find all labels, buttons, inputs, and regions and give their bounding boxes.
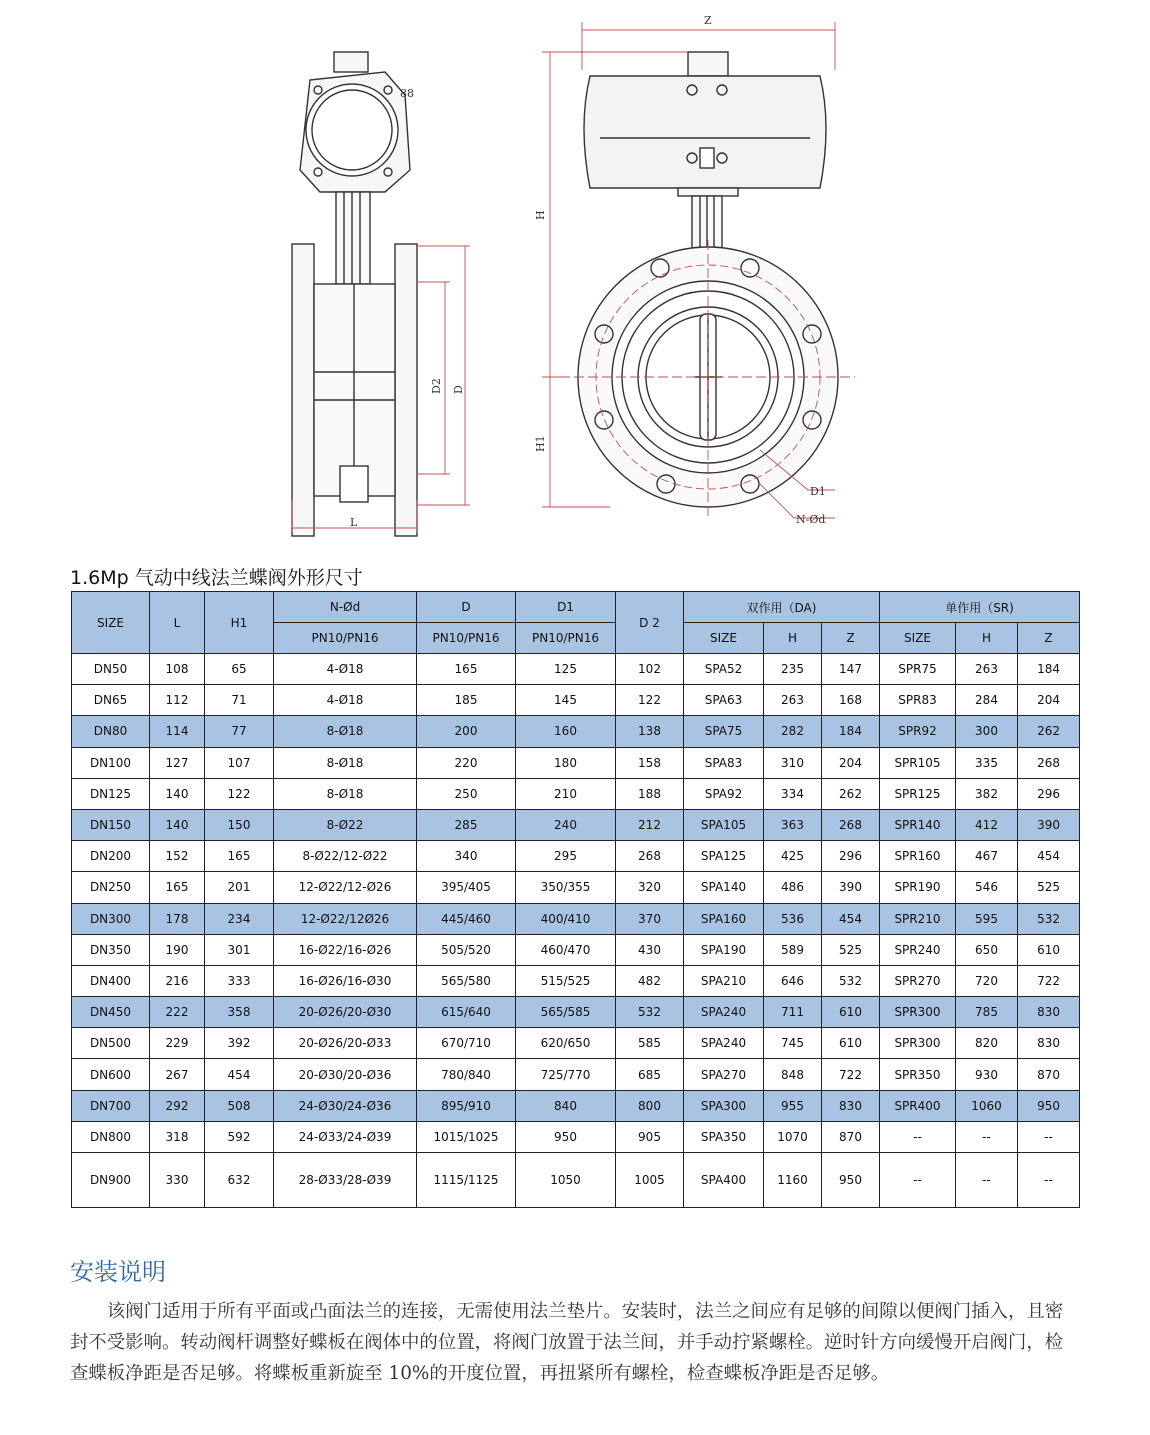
table-cell: SPA105 xyxy=(684,809,764,840)
table-cell: 505/520 xyxy=(417,934,516,965)
header-size: SIZE xyxy=(72,592,150,654)
table-cell: 745 xyxy=(764,1028,822,1059)
table-cell: 358 xyxy=(205,997,274,1028)
table-cell: 780/840 xyxy=(417,1059,516,1090)
table-cell: 870 xyxy=(1018,1059,1080,1090)
table-cell: 592 xyxy=(205,1121,274,1152)
header-d: D xyxy=(417,592,516,623)
table-row xyxy=(72,747,1080,778)
table-cell: 180 xyxy=(516,747,616,778)
table-cell: DN80 xyxy=(72,716,150,747)
table-cell: SPR300 xyxy=(880,997,956,1028)
table-cell: SPA160 xyxy=(684,903,764,934)
table-cell: 268 xyxy=(616,841,684,872)
table-cell: 147 xyxy=(822,654,880,685)
side-view-drawing xyxy=(292,52,417,536)
table-cell: DN900 xyxy=(72,1153,150,1208)
table-title: 1.6Mp 气动中线法兰蝶阀外形尺寸 xyxy=(70,567,363,589)
table-cell: 1160 xyxy=(764,1153,822,1208)
table-cell: 670/710 xyxy=(417,1028,516,1059)
table-cell: 930 xyxy=(956,1059,1018,1090)
table-row xyxy=(72,778,1080,809)
table-cell: DN100 xyxy=(72,747,150,778)
table-cell: 515/525 xyxy=(516,965,616,996)
table-cell: 301 xyxy=(205,934,274,965)
table-cell: 292 xyxy=(150,1090,205,1121)
table-cell: 1115/1125 xyxy=(417,1153,516,1208)
table-cell: SPA75 xyxy=(684,716,764,747)
table-row xyxy=(72,716,1080,747)
table-cell: 508 xyxy=(205,1090,274,1121)
table-cell: SPR75 xyxy=(880,654,956,685)
table-row xyxy=(72,1090,1080,1121)
table-cell: 16-Ø26/16-Ø30 xyxy=(274,965,417,996)
table-cell: 165 xyxy=(150,872,205,903)
table-cell: SPA63 xyxy=(684,685,764,716)
table-cell: SPA210 xyxy=(684,965,764,996)
table-cell: 122 xyxy=(205,778,274,809)
table-cell: 210 xyxy=(516,778,616,809)
table-cell: 295 xyxy=(516,841,616,872)
table-cell: 330 xyxy=(150,1153,205,1208)
dimension-label-d: D xyxy=(452,385,465,394)
table-cell: DN400 xyxy=(72,965,150,996)
valve-drawings xyxy=(0,0,1150,560)
table-cell: 262 xyxy=(822,778,880,809)
table-cell: 445/460 xyxy=(417,903,516,934)
table-cell: 28-Ø33/28-Ø39 xyxy=(274,1153,417,1208)
table-cell: 71 xyxy=(205,685,274,716)
dimension-label-h1: H1 xyxy=(534,435,547,452)
table-cell: 536 xyxy=(764,903,822,934)
table-cell: SPR270 xyxy=(880,965,956,996)
table-cell: 125 xyxy=(516,654,616,685)
table-cell: SPA83 xyxy=(684,747,764,778)
table-cell: 127 xyxy=(150,747,205,778)
table-cell: 263 xyxy=(956,654,1018,685)
header-da-h: H xyxy=(764,623,822,654)
table-cell: DN700 xyxy=(72,1090,150,1121)
table-cell: -- xyxy=(880,1121,956,1152)
table-row xyxy=(72,1153,1080,1208)
table-cell: 589 xyxy=(764,934,822,965)
table-cell: 158 xyxy=(616,747,684,778)
table-cell: 204 xyxy=(1018,685,1080,716)
table-row xyxy=(72,654,1080,685)
table-cell: 250 xyxy=(417,778,516,809)
table-cell: 800 xyxy=(616,1090,684,1121)
table-cell: DN800 xyxy=(72,1121,150,1152)
table-cell: 390 xyxy=(822,872,880,903)
table-cell: 610 xyxy=(1018,934,1080,965)
table-cell: 122 xyxy=(616,685,684,716)
table-cell: 646 xyxy=(764,965,822,996)
table-cell: SPA270 xyxy=(684,1059,764,1090)
table-cell: DN150 xyxy=(72,809,150,840)
table-cell: 20-Ø26/20-Ø33 xyxy=(274,1028,417,1059)
table-cell: 400/410 xyxy=(516,903,616,934)
table-cell: 950 xyxy=(516,1121,616,1152)
table-row xyxy=(72,809,1080,840)
table-cell: 525 xyxy=(1018,872,1080,903)
table-cell: -- xyxy=(1018,1153,1080,1208)
table-cell: 16-Ø22/16-Ø26 xyxy=(274,934,417,965)
table-cell: 620/650 xyxy=(516,1028,616,1059)
table-cell: 711 xyxy=(764,997,822,1028)
table-cell: 340 xyxy=(417,841,516,872)
table-cell: 905 xyxy=(616,1121,684,1152)
table-cell: 77 xyxy=(205,716,274,747)
table-cell: 285 xyxy=(417,809,516,840)
table-cell: 8-Ø22 xyxy=(274,809,417,840)
table-cell: SPR300 xyxy=(880,1028,956,1059)
header-d2: D 2 xyxy=(616,592,684,654)
header-da-z: Z xyxy=(822,623,880,654)
table-cell: 870 xyxy=(822,1121,880,1152)
header-nd-sub: PN10/PN16 xyxy=(274,623,417,654)
table-cell: DN500 xyxy=(72,1028,150,1059)
table-cell: SPR105 xyxy=(880,747,956,778)
table-cell: 188 xyxy=(616,778,684,809)
table-cell: SPA400 xyxy=(684,1153,764,1208)
table-cell: 140 xyxy=(150,809,205,840)
table-row xyxy=(72,841,1080,872)
table-cell: 820 xyxy=(956,1028,1018,1059)
table-cell: 565/585 xyxy=(516,997,616,1028)
dimension-label-d1: D1 xyxy=(810,485,826,498)
table-cell: 382 xyxy=(956,778,1018,809)
table-cell: 201 xyxy=(205,872,274,903)
table-cell: 610 xyxy=(822,997,880,1028)
table-cell: 720 xyxy=(956,965,1018,996)
table-cell: 363 xyxy=(764,809,822,840)
header-h1: H1 xyxy=(205,592,274,654)
table-cell: 615/640 xyxy=(417,997,516,1028)
table-cell: 222 xyxy=(150,997,205,1028)
table-cell: 4-Ø18 xyxy=(274,654,417,685)
table-cell: 320 xyxy=(616,872,684,903)
table-cell: 840 xyxy=(516,1090,616,1121)
table-cell: 300 xyxy=(956,716,1018,747)
table-cell: 482 xyxy=(616,965,684,996)
table-cell: 467 xyxy=(956,841,1018,872)
table-cell: 184 xyxy=(1018,654,1080,685)
header-sr-z: Z xyxy=(1018,623,1080,654)
table-cell: 114 xyxy=(150,716,205,747)
table-cell: SPR83 xyxy=(880,685,956,716)
table-cell: SPA52 xyxy=(684,654,764,685)
table-cell: 722 xyxy=(1018,965,1080,996)
table-cell: SPR125 xyxy=(880,778,956,809)
table-cell: SPA350 xyxy=(684,1121,764,1152)
table-cell: -- xyxy=(956,1153,1018,1208)
header-da-size: SIZE xyxy=(684,623,764,654)
table-cell: 284 xyxy=(956,685,1018,716)
table-cell: 8-Ø22/12-Ø22 xyxy=(274,841,417,872)
table-cell: 268 xyxy=(1018,747,1080,778)
table-cell: 525 xyxy=(822,934,880,965)
dimension-label-z: Z xyxy=(704,14,712,27)
table-cell: 532 xyxy=(616,997,684,1028)
table-cell: -- xyxy=(1018,1121,1080,1152)
table-cell: 263 xyxy=(764,685,822,716)
table-cell: 8-Ø18 xyxy=(274,747,417,778)
table-cell: SPR140 xyxy=(880,809,956,840)
table-cell: DN125 xyxy=(72,778,150,809)
table-cell: 220 xyxy=(417,747,516,778)
table-cell: 395/405 xyxy=(417,872,516,903)
table-cell: 333 xyxy=(205,965,274,996)
table-cell: 595 xyxy=(956,903,1018,934)
table-cell: 454 xyxy=(822,903,880,934)
table-cell: DN350 xyxy=(72,934,150,965)
table-row xyxy=(72,934,1080,965)
table-cell: 392 xyxy=(205,1028,274,1059)
table-cell: 168 xyxy=(822,685,880,716)
table-cell: 268 xyxy=(822,809,880,840)
table-cell: 20-Ø30/20-Ø36 xyxy=(274,1059,417,1090)
table-cell: 112 xyxy=(150,685,205,716)
table-cell: 532 xyxy=(1018,903,1080,934)
table-cell: 229 xyxy=(150,1028,205,1059)
table-cell: SPA190 xyxy=(684,934,764,965)
table-cell: 145 xyxy=(516,685,616,716)
table-cell: 24-Ø30/24-Ø36 xyxy=(274,1090,417,1121)
table-cell: 12-Ø22/12Ø26 xyxy=(274,903,417,934)
table-cell: 785 xyxy=(956,997,1018,1028)
dimension-label-nd: N-Ød xyxy=(796,513,826,526)
table-cell: 4-Ø18 xyxy=(274,685,417,716)
table-cell: 454 xyxy=(205,1059,274,1090)
table-cell: 412 xyxy=(956,809,1018,840)
header-d-sub: PN10/PN16 xyxy=(417,623,516,654)
table-cell: 334 xyxy=(764,778,822,809)
table-cell: 950 xyxy=(1018,1090,1080,1121)
table-cell: SPR350 xyxy=(880,1059,956,1090)
table-cell: 722 xyxy=(822,1059,880,1090)
table-cell: 12-Ø22/12-Ø26 xyxy=(274,872,417,903)
table-cell: DN600 xyxy=(72,1059,150,1090)
table-cell: 107 xyxy=(205,747,274,778)
table-cell: SPR210 xyxy=(880,903,956,934)
header-d1-sub: PN10/PN16 xyxy=(516,623,616,654)
table-cell: 454 xyxy=(1018,841,1080,872)
table-cell: SPR160 xyxy=(880,841,956,872)
table-cell: 216 xyxy=(150,965,205,996)
table-row xyxy=(72,997,1080,1028)
table-cell: 1070 xyxy=(764,1121,822,1152)
table-body xyxy=(72,654,1080,1208)
table-cell: 310 xyxy=(764,747,822,778)
actuator-mark: 88 xyxy=(400,87,414,100)
table-cell: SPR190 xyxy=(880,872,956,903)
header-d1: D1 xyxy=(516,592,616,623)
table-cell: 262 xyxy=(1018,716,1080,747)
table-cell: 650 xyxy=(956,934,1018,965)
table-cell: 546 xyxy=(956,872,1018,903)
table-cell: 950 xyxy=(822,1153,880,1208)
table-cell: 895/910 xyxy=(417,1090,516,1121)
table-cell: 160 xyxy=(516,716,616,747)
table-cell: 150 xyxy=(205,809,274,840)
table-cell: 102 xyxy=(616,654,684,685)
table-cell: SPR240 xyxy=(880,934,956,965)
table-cell: 370 xyxy=(616,903,684,934)
table-cell: 685 xyxy=(616,1059,684,1090)
table-row xyxy=(72,903,1080,934)
table-cell: SPA125 xyxy=(684,841,764,872)
dimension-table xyxy=(71,591,1080,1208)
table-cell: 830 xyxy=(1018,997,1080,1028)
table-cell: 955 xyxy=(764,1090,822,1121)
table-cell: 585 xyxy=(616,1028,684,1059)
table-cell: 8-Ø18 xyxy=(274,716,417,747)
table-cell: 390 xyxy=(1018,809,1080,840)
table-cell: DN65 xyxy=(72,685,150,716)
table-cell: SPR92 xyxy=(880,716,956,747)
table-cell: 65 xyxy=(205,654,274,685)
dimension-label-d2: D2 xyxy=(430,378,443,394)
table-cell: DN300 xyxy=(72,903,150,934)
table-cell: 1005 xyxy=(616,1153,684,1208)
table-cell: DN450 xyxy=(72,997,150,1028)
table-cell: 610 xyxy=(822,1028,880,1059)
header-sr-size: SIZE xyxy=(880,623,956,654)
table-cell: 212 xyxy=(616,809,684,840)
table-cell: 20-Ø26/20-Ø30 xyxy=(274,997,417,1028)
table-cell: 234 xyxy=(205,903,274,934)
install-body: 该阀门适用于所有平面或凸面法兰的连接，无需使用法兰垫片。安装时，法兰之间应有足够的间隙以便阀门插入，且密封不受影响。转动阀杆调整好蝶板在阀体中的位置，将阀门放置于法兰间，并手动拧紧螺栓。逆时针方向缓慢开启阀门，检查蝶板净距是否足够。将蝶板重新旋至 10%的开度位置，再扭紧所有螺栓，检查蝶板净距是否足够。 xyxy=(70,1301,1064,1384)
table-cell: 108 xyxy=(150,654,205,685)
table-cell: 430 xyxy=(616,934,684,965)
table-cell: 1015/1025 xyxy=(417,1121,516,1152)
table-cell: 335 xyxy=(956,747,1018,778)
table-cell: 24-Ø33/24-Ø39 xyxy=(274,1121,417,1152)
table-cell: -- xyxy=(880,1153,956,1208)
table-cell: 296 xyxy=(1018,778,1080,809)
table-row xyxy=(72,1059,1080,1090)
table-cell: 425 xyxy=(764,841,822,872)
table-cell: 282 xyxy=(764,716,822,747)
table-cell: SPA240 xyxy=(684,997,764,1028)
table-cell: 138 xyxy=(616,716,684,747)
table-cell: 235 xyxy=(764,654,822,685)
header-nd: N-Ød xyxy=(274,592,417,623)
table-cell: 460/470 xyxy=(516,934,616,965)
dimension-label-l: L xyxy=(350,516,358,529)
table-cell: 830 xyxy=(822,1090,880,1121)
table-cell: SPA140 xyxy=(684,872,764,903)
table-cell: 318 xyxy=(150,1121,205,1152)
header-l: L xyxy=(150,592,205,654)
table-cell: -- xyxy=(956,1121,1018,1152)
table-row xyxy=(72,1121,1080,1152)
table-cell: 184 xyxy=(822,716,880,747)
header-sr: 单作用（SR) xyxy=(880,592,1080,623)
table-cell: 200 xyxy=(417,716,516,747)
table-cell: 1060 xyxy=(956,1090,1018,1121)
table-cell: 725/770 xyxy=(516,1059,616,1090)
table-cell: 240 xyxy=(516,809,616,840)
table-cell: DN50 xyxy=(72,654,150,685)
table-cell: 267 xyxy=(150,1059,205,1090)
table-cell: 190 xyxy=(150,934,205,965)
table-cell: 165 xyxy=(417,654,516,685)
table-row xyxy=(72,1028,1080,1059)
table-cell: 185 xyxy=(417,685,516,716)
table-cell: 8-Ø18 xyxy=(274,778,417,809)
dimension-label-h: H xyxy=(534,210,547,220)
table-cell: 830 xyxy=(1018,1028,1080,1059)
table-row xyxy=(72,965,1080,996)
header-da: 双作用（DA) xyxy=(684,592,880,623)
table-cell: SPA300 xyxy=(684,1090,764,1121)
table-cell: SPA92 xyxy=(684,778,764,809)
table-cell: 204 xyxy=(822,747,880,778)
table-cell: SPR400 xyxy=(880,1090,956,1121)
table-cell: 1050 xyxy=(516,1153,616,1208)
table-cell: 152 xyxy=(150,841,205,872)
table-cell: 165 xyxy=(205,841,274,872)
table-cell: SPA240 xyxy=(684,1028,764,1059)
table-cell: 848 xyxy=(764,1059,822,1090)
table-cell: 486 xyxy=(764,872,822,903)
table-cell: DN200 xyxy=(72,841,150,872)
table-cell: 632 xyxy=(205,1153,274,1208)
header-sr-h: H xyxy=(956,623,1018,654)
table-cell: 296 xyxy=(822,841,880,872)
table-cell: 350/355 xyxy=(516,872,616,903)
install-title: 安装说明 xyxy=(70,1258,166,1286)
table-cell: 178 xyxy=(150,903,205,934)
table-row xyxy=(72,685,1080,716)
table-cell: 140 xyxy=(150,778,205,809)
table-cell: 565/580 xyxy=(417,965,516,996)
table-row xyxy=(72,872,1080,903)
table-cell: DN250 xyxy=(72,872,150,903)
table-cell: 532 xyxy=(822,965,880,996)
